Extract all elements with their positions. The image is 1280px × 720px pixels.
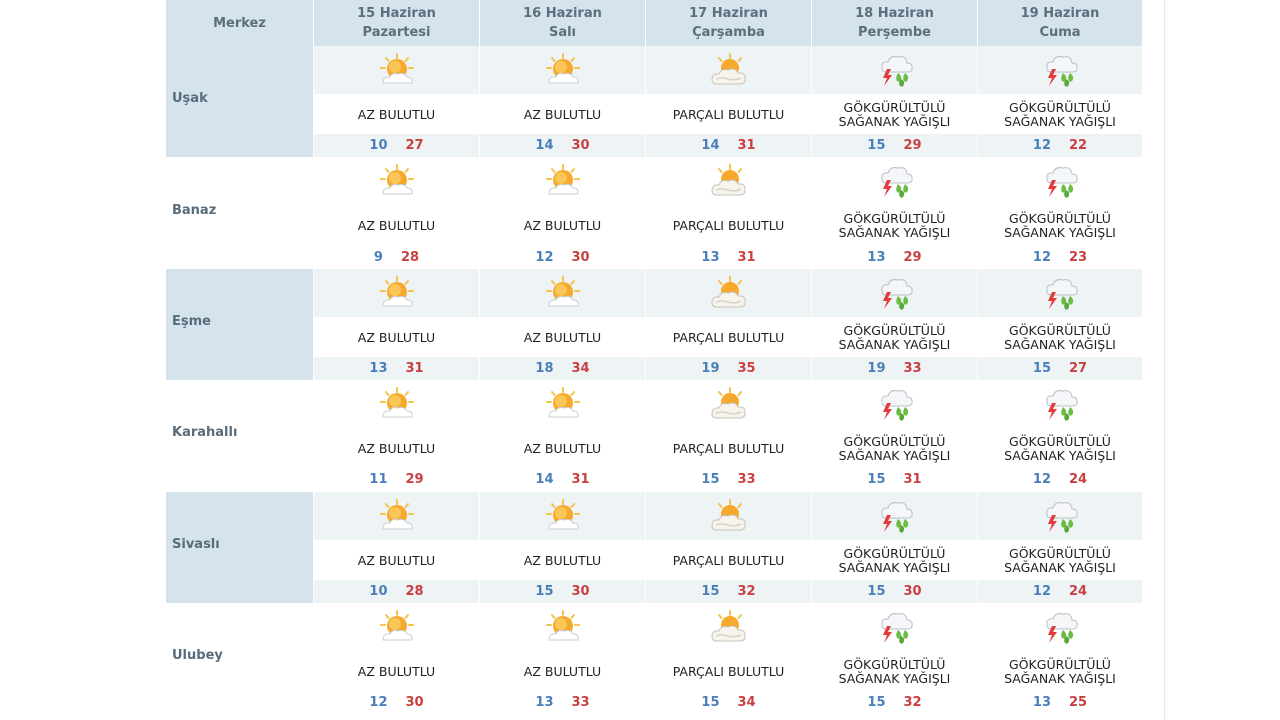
condition-text: GÖKGÜRÜLTÜLÜ SAĞANAK YAĞIŞLI	[838, 211, 951, 241]
sun-cloud-icon	[544, 499, 582, 533]
condition-text: AZ BULUTLU	[357, 329, 436, 345]
condition-text: GÖKGÜRÜLTÜLÜ SAĞANAK YAĞIŞLI	[1004, 322, 1116, 352]
table-row	[166, 157, 1142, 268]
condition-text: PARÇALI BULUTLU	[672, 663, 785, 679]
condition-band	[646, 540, 811, 580]
min-temp: 15	[535, 583, 554, 599]
forecast-cell	[811, 157, 977, 268]
max-temp: 30	[405, 695, 424, 711]
min-temp: 14	[701, 138, 720, 154]
temperature-band	[978, 580, 1142, 603]
forecast-cell	[479, 157, 645, 268]
min-temp: 19	[867, 360, 886, 376]
temperature-band	[480, 357, 645, 380]
icon-band	[314, 603, 479, 651]
forecast-cell	[313, 380, 479, 491]
icon-band	[978, 46, 1142, 94]
thunderstorm-icon	[876, 609, 914, 645]
temperature-band	[978, 468, 1142, 491]
min-temp: 15	[867, 583, 886, 599]
forecast-cell	[313, 492, 479, 603]
temperature-band	[314, 245, 479, 268]
header-day-2	[479, 0, 645, 46]
forecast-cell	[977, 46, 1142, 157]
temperature-band	[812, 580, 977, 603]
icon-band	[646, 603, 811, 651]
forecast-cell	[811, 46, 977, 157]
forecast-cell	[977, 603, 1142, 714]
min-temp: 10	[369, 138, 388, 154]
max-temp: 31	[571, 472, 590, 488]
condition-text: GÖKGÜRÜLTÜLÜ SAĞANAK YAĞIŞLI	[1004, 100, 1116, 129]
temperature-band	[480, 134, 645, 157]
corner-label: Merkez	[213, 15, 266, 31]
icon-band	[314, 492, 479, 540]
city-name: Karahallı	[172, 425, 238, 441]
thunderstorm-icon	[1041, 498, 1079, 534]
forecast-cell	[645, 46, 811, 157]
forecast-cell	[313, 269, 479, 380]
temperature-band	[646, 357, 811, 380]
icon-band	[646, 157, 811, 205]
max-temp: 24	[1069, 583, 1088, 599]
city-name: Banaz	[172, 202, 217, 218]
icon-band	[314, 157, 479, 205]
forecast-cell	[645, 157, 811, 268]
condition-text: GÖKGÜRÜLTÜLÜ SAĞANAK YAĞIŞLI	[1004, 434, 1116, 464]
max-temp: 30	[571, 583, 590, 599]
temperature-band	[314, 691, 479, 714]
condition-band	[314, 540, 479, 580]
min-temp: 12	[369, 695, 388, 711]
sun-cloud-icon	[544, 164, 582, 198]
temperature-band	[314, 468, 479, 491]
condition-band	[978, 205, 1142, 245]
condition-text: GÖKGÜRÜLTÜLÜ SAĞANAK YAĞIŞLI	[1004, 545, 1116, 575]
temperature-band	[314, 134, 479, 157]
icon-band	[480, 46, 645, 94]
condition-band	[812, 428, 977, 468]
partly-cloudy-icon	[710, 53, 748, 87]
thunderstorm-icon	[1041, 163, 1079, 199]
max-temp: 29	[405, 472, 424, 488]
condition-text: PARÇALI BULUTLU	[672, 218, 785, 234]
temperature-band	[480, 580, 645, 603]
min-temp: 12	[535, 249, 554, 265]
condition-band	[646, 205, 811, 245]
condition-text: PARÇALI BULUTLU	[672, 329, 785, 345]
max-temp: 30	[571, 249, 590, 265]
condition-band	[978, 428, 1142, 468]
forecast-cell	[977, 269, 1142, 380]
forecast-cell	[313, 46, 479, 157]
max-temp: 33	[903, 360, 922, 376]
forecast-cell	[645, 492, 811, 603]
condition-text: AZ BULUTLU	[523, 218, 602, 234]
condition-band	[812, 540, 977, 580]
partly-cloudy-icon	[710, 499, 748, 533]
condition-text: AZ BULUTLU	[357, 441, 436, 457]
temperature-band	[314, 357, 479, 380]
condition-band	[812, 651, 977, 691]
sun-cloud-icon	[378, 499, 416, 533]
max-temp: 23	[1069, 249, 1088, 265]
icon-band	[978, 157, 1142, 205]
city-name-cell	[166, 157, 313, 268]
city-name-cell	[166, 492, 313, 603]
max-temp: 24	[1069, 472, 1088, 488]
sun-cloud-icon	[544, 276, 582, 310]
forecast-cell	[479, 269, 645, 380]
min-temp: 9	[373, 249, 383, 265]
max-temp: 25	[1069, 695, 1088, 711]
max-temp: 32	[737, 583, 756, 599]
forecast-cell	[977, 157, 1142, 268]
partly-cloudy-icon	[710, 276, 748, 310]
min-temp: 12	[1032, 472, 1051, 488]
table-row	[166, 492, 1142, 603]
day-date: 18 Haziran	[855, 6, 934, 21]
thunderstorm-icon	[876, 498, 914, 534]
thunderstorm-icon	[1041, 386, 1079, 422]
temperature-band	[480, 245, 645, 268]
forecast-cell	[811, 380, 977, 491]
forecast-cell	[645, 380, 811, 491]
forecast-cell	[479, 492, 645, 603]
header-center-label	[166, 0, 313, 46]
condition-band	[314, 651, 479, 691]
icon-band	[646, 492, 811, 540]
min-temp: 14	[535, 138, 554, 154]
min-temp: 12	[1032, 583, 1051, 599]
temperature-band	[812, 134, 977, 157]
sun-cloud-icon	[544, 610, 582, 644]
city-name-cell	[166, 269, 313, 380]
icon-band	[812, 157, 977, 205]
sun-cloud-icon	[378, 53, 416, 87]
condition-band	[480, 317, 645, 357]
temperature-band	[646, 134, 811, 157]
max-temp: 30	[903, 583, 922, 599]
max-temp: 30	[571, 138, 590, 154]
condition-band	[314, 205, 479, 245]
icon-band	[646, 46, 811, 94]
temperature-band	[480, 468, 645, 491]
icon-band	[812, 380, 977, 428]
min-temp: 12	[1032, 249, 1051, 265]
max-temp: 33	[737, 472, 756, 488]
condition-text: GÖKGÜRÜLTÜLÜ SAĞANAK YAĞIŞLI	[838, 545, 951, 575]
day-date: 15 Haziran	[357, 6, 436, 21]
condition-text: AZ BULUTLU	[523, 107, 602, 122]
temperature-band	[812, 357, 977, 380]
city-name: Sivaslı	[172, 536, 220, 552]
sun-cloud-icon	[378, 387, 416, 421]
temperature-band	[646, 691, 811, 714]
forecast-cell	[811, 269, 977, 380]
min-temp: 13	[369, 360, 388, 376]
temperature-band	[314, 580, 479, 603]
forecast-cell	[645, 603, 811, 714]
temperature-band	[978, 357, 1142, 380]
max-temp: 34	[737, 695, 756, 711]
temperature-band	[978, 245, 1142, 268]
forecast-cell	[977, 492, 1142, 603]
forecast-cell	[811, 492, 977, 603]
thunderstorm-icon	[876, 275, 914, 311]
condition-text: AZ BULUTLU	[357, 663, 436, 679]
min-temp: 10	[369, 583, 388, 599]
min-temp: 15	[1032, 360, 1051, 376]
condition-text: AZ BULUTLU	[357, 218, 436, 234]
icon-band	[480, 157, 645, 205]
city-name-cell	[166, 603, 313, 714]
thunderstorm-icon	[876, 163, 914, 199]
sun-cloud-icon	[544, 53, 582, 87]
condition-band	[646, 317, 811, 357]
min-temp: 15	[867, 138, 886, 154]
header-day-5	[977, 0, 1142, 46]
day-date: 17 Haziran	[689, 6, 768, 21]
max-temp: 29	[903, 249, 922, 265]
temperature-band	[978, 134, 1142, 157]
condition-text: GÖKGÜRÜLTÜLÜ SAĞANAK YAĞIŞLI	[838, 100, 951, 129]
day-weekday: Perşembe	[858, 25, 931, 40]
forecast-cell	[645, 269, 811, 380]
table-row	[166, 380, 1142, 491]
icon-band	[812, 492, 977, 540]
min-temp: 11	[369, 472, 388, 488]
forecast-cell	[479, 380, 645, 491]
icon-band	[978, 380, 1142, 428]
icon-band	[646, 269, 811, 317]
condition-band	[978, 540, 1142, 580]
day-date: 16 Haziran	[523, 6, 602, 21]
sun-cloud-icon	[378, 276, 416, 310]
condition-band	[314, 428, 479, 468]
header-day-1	[313, 0, 479, 46]
min-temp: 15	[701, 583, 720, 599]
max-temp: 31	[405, 360, 424, 376]
min-temp: 15	[867, 695, 886, 711]
max-temp: 27	[405, 138, 424, 154]
min-temp: 15	[867, 472, 886, 488]
condition-text: PARÇALI BULUTLU	[672, 107, 785, 122]
header-day-4	[811, 0, 977, 46]
table-row	[166, 269, 1142, 380]
table-body	[166, 46, 1142, 714]
icon-band	[480, 603, 645, 651]
condition-text: AZ BULUTLU	[357, 107, 436, 122]
thunderstorm-icon	[876, 386, 914, 422]
condition-band	[978, 94, 1142, 134]
condition-band	[978, 651, 1142, 691]
temperature-band	[812, 468, 977, 491]
condition-text: AZ BULUTLU	[523, 552, 602, 568]
condition-band	[812, 94, 977, 134]
max-temp: 22	[1069, 138, 1088, 154]
thunderstorm-icon	[1041, 275, 1079, 311]
condition-band	[314, 94, 479, 134]
max-temp: 28	[400, 249, 420, 265]
min-temp: 15	[701, 695, 720, 711]
condition-text: AZ BULUTLU	[523, 329, 602, 345]
temperature-band	[646, 580, 811, 603]
temperature-band	[646, 245, 811, 268]
max-temp: 29	[903, 138, 922, 154]
city-name: Uşak	[172, 91, 208, 107]
condition-band	[812, 205, 977, 245]
condition-band	[812, 317, 977, 357]
condition-text: PARÇALI BULUTLU	[672, 441, 785, 457]
max-temp: 35	[737, 360, 756, 376]
city-name: Ulubey	[172, 648, 223, 664]
temperature-band	[978, 691, 1142, 714]
condition-text: GÖKGÜRÜLTÜLÜ SAĞANAK YAĞIŞLI	[1004, 211, 1116, 241]
icon-band	[480, 492, 645, 540]
partly-cloudy-icon	[710, 610, 748, 644]
day-weekday: Çarşamba	[692, 25, 765, 40]
table-header	[166, 0, 1142, 46]
max-temp: 27	[1069, 360, 1088, 376]
min-temp: 13	[1032, 695, 1051, 711]
condition-text: AZ BULUTLU	[523, 441, 602, 457]
icon-band	[978, 492, 1142, 540]
thunderstorm-icon	[1041, 609, 1079, 645]
table-row	[166, 46, 1142, 157]
forecast-cell	[479, 603, 645, 714]
condition-text: AZ BULUTLU	[357, 552, 436, 568]
partly-cloudy-icon	[710, 387, 748, 421]
max-temp: 28	[405, 583, 424, 599]
city-name-cell	[166, 46, 313, 157]
condition-band	[646, 94, 811, 134]
min-temp: 19	[701, 360, 720, 376]
city-name-cell	[166, 380, 313, 491]
icon-band	[480, 380, 645, 428]
condition-band	[978, 317, 1142, 357]
max-temp: 31	[737, 249, 756, 265]
temperature-band	[480, 691, 645, 714]
condition-text: GÖKGÜRÜLTÜLÜ SAĞANAK YAĞIŞLI	[838, 322, 951, 352]
forecast-cell	[313, 603, 479, 714]
icon-band	[978, 269, 1142, 317]
condition-text: PARÇALI BULUTLU	[672, 552, 785, 568]
max-temp: 33	[571, 695, 590, 711]
icon-band	[480, 269, 645, 317]
condition-band	[480, 651, 645, 691]
day-weekday: Cuma	[1039, 25, 1081, 40]
min-temp: 14	[535, 472, 554, 488]
day-weekday: Salı	[548, 25, 577, 40]
forecast-table	[166, 0, 1142, 714]
temperature-band	[646, 468, 811, 491]
condition-band	[646, 428, 811, 468]
condition-band	[480, 540, 645, 580]
table-row	[166, 603, 1142, 714]
forecast-cell	[977, 380, 1142, 491]
thunderstorm-icon	[1041, 52, 1079, 88]
temperature-band	[812, 691, 977, 714]
condition-text: GÖKGÜRÜLTÜLÜ SAĞANAK YAĞIŞLI	[838, 434, 951, 464]
min-temp: 13	[867, 249, 886, 265]
condition-text: AZ BULUTLU	[523, 663, 602, 679]
thunderstorm-icon	[876, 52, 914, 88]
min-temp: 15	[701, 472, 720, 488]
max-temp: 32	[903, 695, 922, 711]
city-name: Eşme	[172, 313, 211, 329]
icon-band	[978, 603, 1142, 651]
condition-band	[646, 651, 811, 691]
condition-band	[480, 205, 645, 245]
max-temp: 31	[737, 138, 756, 154]
icon-band	[646, 380, 811, 428]
partly-cloudy-icon	[710, 164, 748, 198]
condition-text: GÖKGÜRÜLTÜLÜ SAĞANAK YAĞIŞLI	[1004, 656, 1116, 686]
page-divider-line	[1164, 0, 1165, 720]
min-temp: 13	[535, 695, 554, 711]
forecast-cell	[811, 603, 977, 714]
icon-band	[812, 269, 977, 317]
max-temp: 34	[571, 360, 590, 376]
condition-band	[480, 428, 645, 468]
day-weekday: Pazartesi	[362, 25, 431, 40]
icon-band	[812, 603, 977, 651]
sun-cloud-icon	[544, 387, 582, 421]
sun-cloud-icon	[378, 610, 416, 644]
temperature-band	[812, 245, 977, 268]
icon-band	[314, 46, 479, 94]
forecast-cell	[479, 46, 645, 157]
min-temp: 12	[1032, 138, 1051, 154]
condition-text: GÖKGÜRÜLTÜLÜ SAĞANAK YAĞIŞLI	[838, 656, 951, 686]
max-temp: 31	[903, 472, 922, 488]
icon-band	[314, 380, 479, 428]
condition-band	[480, 94, 645, 134]
min-temp: 13	[701, 249, 720, 265]
sun-cloud-icon	[378, 164, 416, 198]
icon-band	[314, 269, 479, 317]
day-date: 19 Haziran	[1020, 6, 1100, 21]
header-day-3	[645, 0, 811, 46]
icon-band	[812, 46, 977, 94]
forecast-cell	[313, 157, 479, 268]
condition-band	[314, 317, 479, 357]
min-temp: 18	[535, 360, 554, 376]
